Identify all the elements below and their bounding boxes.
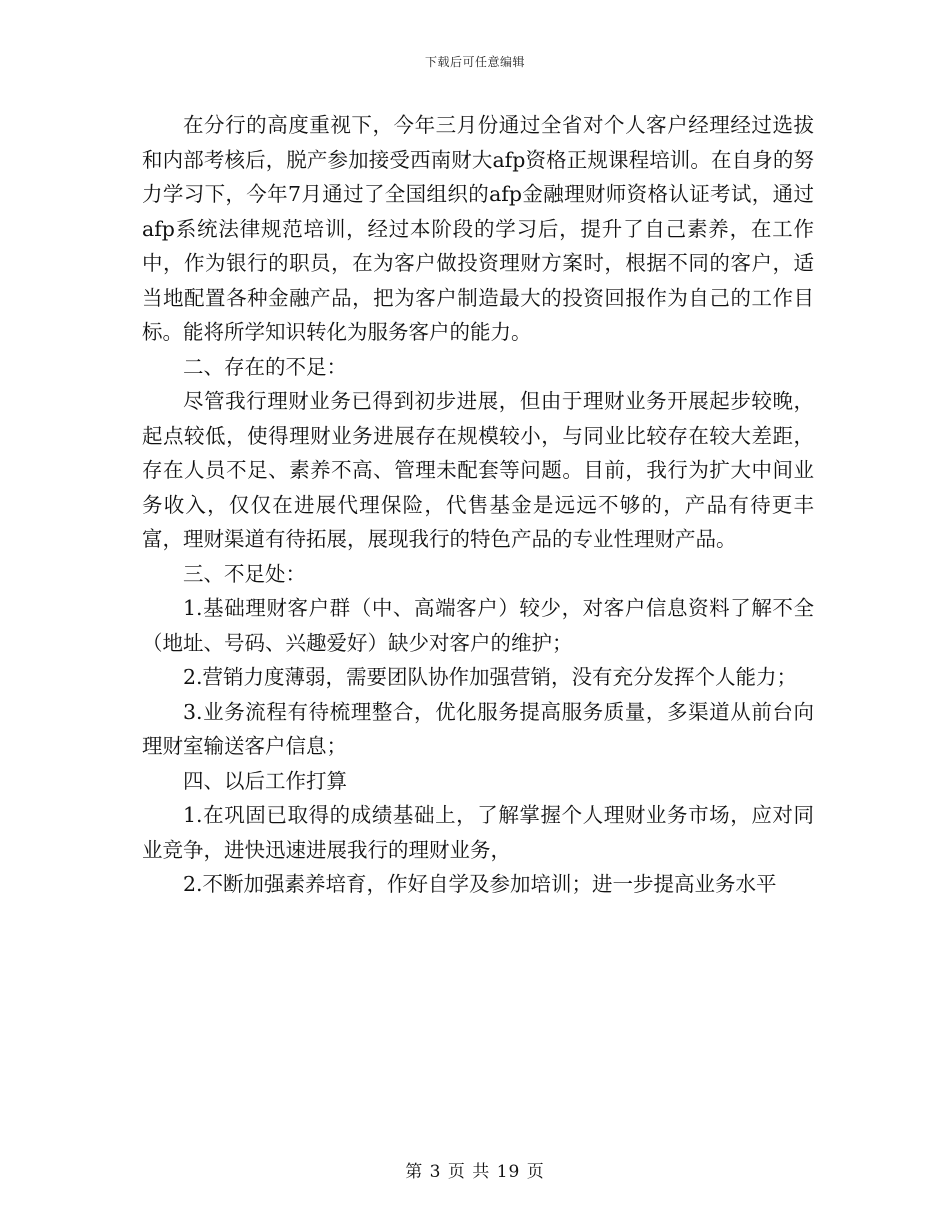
list-item-plan-2: 2.不断加强素养培育，作好自学及参加培训；进一步提高业务水平 bbox=[183, 872, 777, 896]
list-item-deficiency-3: 3.业务流程有待梳理整合，优化服务提高服务质量，多渠道从前台向理财室输送客户信息； bbox=[142, 699, 814, 758]
page-footer: 第 3 页 共 19 页 bbox=[405, 1162, 545, 1182]
section-heading-shortcomings: 二、存在的不足： bbox=[183, 354, 347, 379]
list-item-plan-1: 1.在巩固已取得的成绩基础上，了解掌握个人理财业务市场，应对同业竞争，进快迅速进展我行的理财业务， bbox=[142, 803, 814, 862]
section-heading-deficiencies: 三、不足处： bbox=[183, 561, 306, 586]
page-header: 下载后可任意编辑 bbox=[424, 55, 525, 69]
document-body bbox=[142, 108, 814, 902]
section-heading-plans: 四、以后工作打算 bbox=[183, 768, 347, 793]
list-item-deficiency-1: 1.基础理财客户群（中、高端客户）较少，对客户信息资料了解不全（地址、号码、兴趣爱好）缺少对客户的维护； bbox=[142, 596, 814, 655]
list-item-deficiency-2: 2.营销力度薄弱，需要团队协作加强营销，没有充分发挥个人能力； bbox=[183, 665, 798, 689]
paragraph-training: 在分行的高度重视下，今年三月份通过全省对个人客户经理经过选拔和内部考核后，脱产参加接受西南财大afp资格正规课程培训。在自身的努力学习下，今年7月通过了全国组织的afp金融理财师资格认证考试，通过afp系统法律规范培训，经过本阶段的学习后，提升了自己素养，在工作中，作为银行的职员，在为客户做投资理财方案时，根据不同的客户，适当地配置各种金融产品，把为客户制造最大的投资回报作为自己的工作目标。能将所学知识转化为服务客户的能力。 bbox=[142, 113, 814, 344]
paragraph-shortcomings: 尽管我行理财业务已得到初步进展，但由于理财业务开展起步较晚，起点较低，使得理财业务进展存在规模较小，与同业比较存在较大差距，存在人员不足、素养不高、管理未配套等问题。目前，我行为扩大中间业务收入，仅仅在进展代理保险，代售基金是远远不够的，产品有待更丰富，理财渠道有待拓展，展现我行的特色产品的专业性理财产品。 bbox=[142, 389, 814, 551]
